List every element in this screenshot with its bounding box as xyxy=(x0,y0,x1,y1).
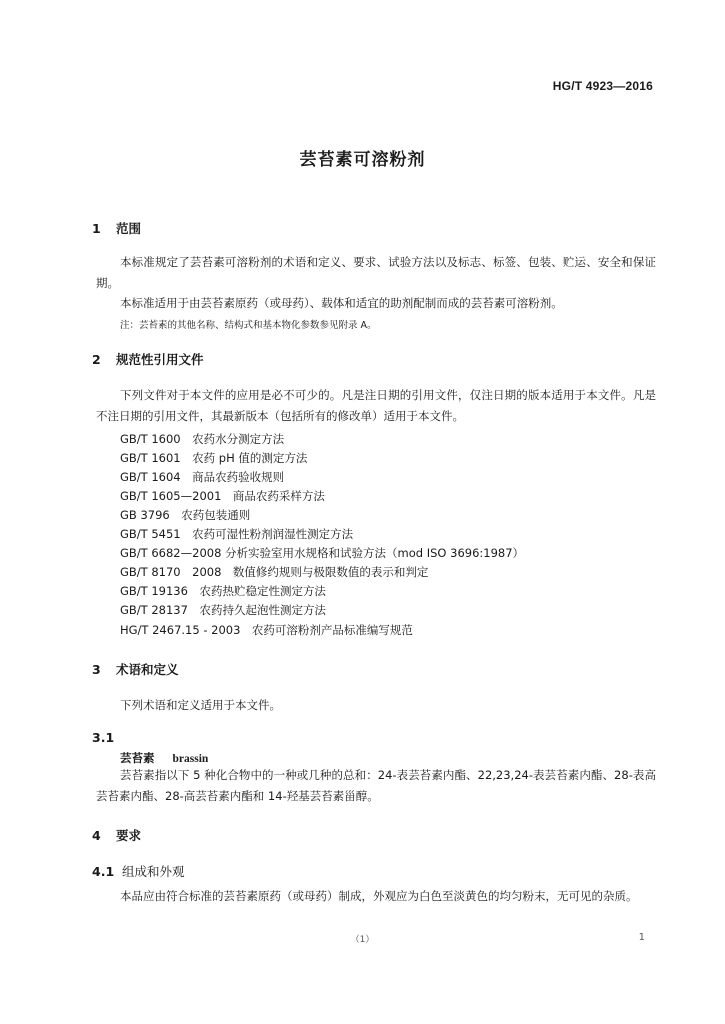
section-1-paragraph-1: 本标准规定了芸苔素可溶粉剂的术语和定义、要求、试验方法以及标志、标签、包装、贮运、安全和保证期。 xyxy=(96,255,656,290)
page-number: 1 xyxy=(638,932,645,943)
term-chinese: 芸苔素 xyxy=(120,751,155,765)
reference-item: GB/T 8170 2008 数值修约规则与极限数值的表示和判定 xyxy=(120,565,429,579)
document-title: 芸苔素可溶粉剂 xyxy=(299,150,426,170)
subsection-number: 4.1 xyxy=(92,864,115,879)
reference-item: GB/T 1601 农药 pH 值的测定方法 xyxy=(120,451,308,465)
section-number: 2 xyxy=(92,352,101,367)
reference-item: GB/T 19136 农药热贮稳定性测定方法 xyxy=(120,584,326,598)
reference-item: GB/T 5451 农药可湿性粉剂润湿性测定方法 xyxy=(120,527,354,541)
section-3-heading xyxy=(92,660,179,678)
section-3-intro: 下列术语和定义适用于本文件。 xyxy=(120,698,281,712)
section-4-heading xyxy=(92,826,141,844)
section-title: 要求 xyxy=(116,828,142,843)
reference-item: GB 3796 农药包装通则 xyxy=(120,508,251,522)
section-number: 1 xyxy=(92,221,101,236)
subsection-3-1-number: 3.1 xyxy=(92,730,115,745)
reference-item: GB/T 6682—2008 分析实验室用水规格和试验方法（mod ISO 3696:1987） xyxy=(120,546,525,560)
subsection-title: 组成和外观 xyxy=(122,864,185,879)
section-2-intro: 下列文件对于本文件的应用是必不可少的。凡是注日期的引用文件，仅注日期的版本适用于本文件。凡是不注日期的引用文件，其最新版本（包括所有的修改单）适用于本文件。 xyxy=(96,388,656,423)
reference-item: HG/T 2467.15 - 2003 农药可溶粉剂产品标准编写规范 xyxy=(120,623,413,637)
section-title: 规范性引用文件 xyxy=(116,352,204,367)
reference-item: GB/T 1605—2001 商品农药采样方法 xyxy=(120,489,325,503)
section-title: 术语和定义 xyxy=(116,662,179,677)
section-number: 3 xyxy=(92,662,101,677)
section-1-paragraph-2: 本标准适用于由芸苔素原药（或母药）、载体和适宜的助剂配制而成的芸苔素可溶粉剂。 xyxy=(120,296,563,310)
term-entry xyxy=(120,750,208,766)
term-definition: 芸苔素指以下 5 种化合物中的一种或几种的总和：24-表芸苔素内酯、22,23,24-表芸苔素内酯、28-表高芸苔素内酯、28-高芸苔素内酯和 14-羟基芸苔素甾醇。 xyxy=(96,768,656,803)
term-english: brassin xyxy=(172,753,209,765)
subsection-4-1-heading xyxy=(92,862,185,880)
section-2-heading xyxy=(92,350,204,368)
page-marker: （1） xyxy=(350,935,375,945)
reference-item: GB/T 1604 商品农药验收规则 xyxy=(120,470,285,484)
section-1-heading xyxy=(92,219,141,237)
section-4-1-paragraph: 本品应由符合标准的芸苔素原药（或母药）制成，外观应为白色至淡黄色的均匀粉末，无可见的杂质。 xyxy=(120,889,638,903)
reference-item: GB/T 1600 农药水分测定方法 xyxy=(120,432,285,446)
section-number: 4 xyxy=(92,828,101,843)
reference-item: GB/T 28137 农药持久起泡性测定方法 xyxy=(120,603,326,617)
section-1-note: 注：芸苔素的其他名称、结构式和基本物化参数参见附录 A。 xyxy=(120,320,377,331)
section-title: 范围 xyxy=(116,221,142,236)
standard-number: HG/T 4923—2016 xyxy=(552,79,653,93)
